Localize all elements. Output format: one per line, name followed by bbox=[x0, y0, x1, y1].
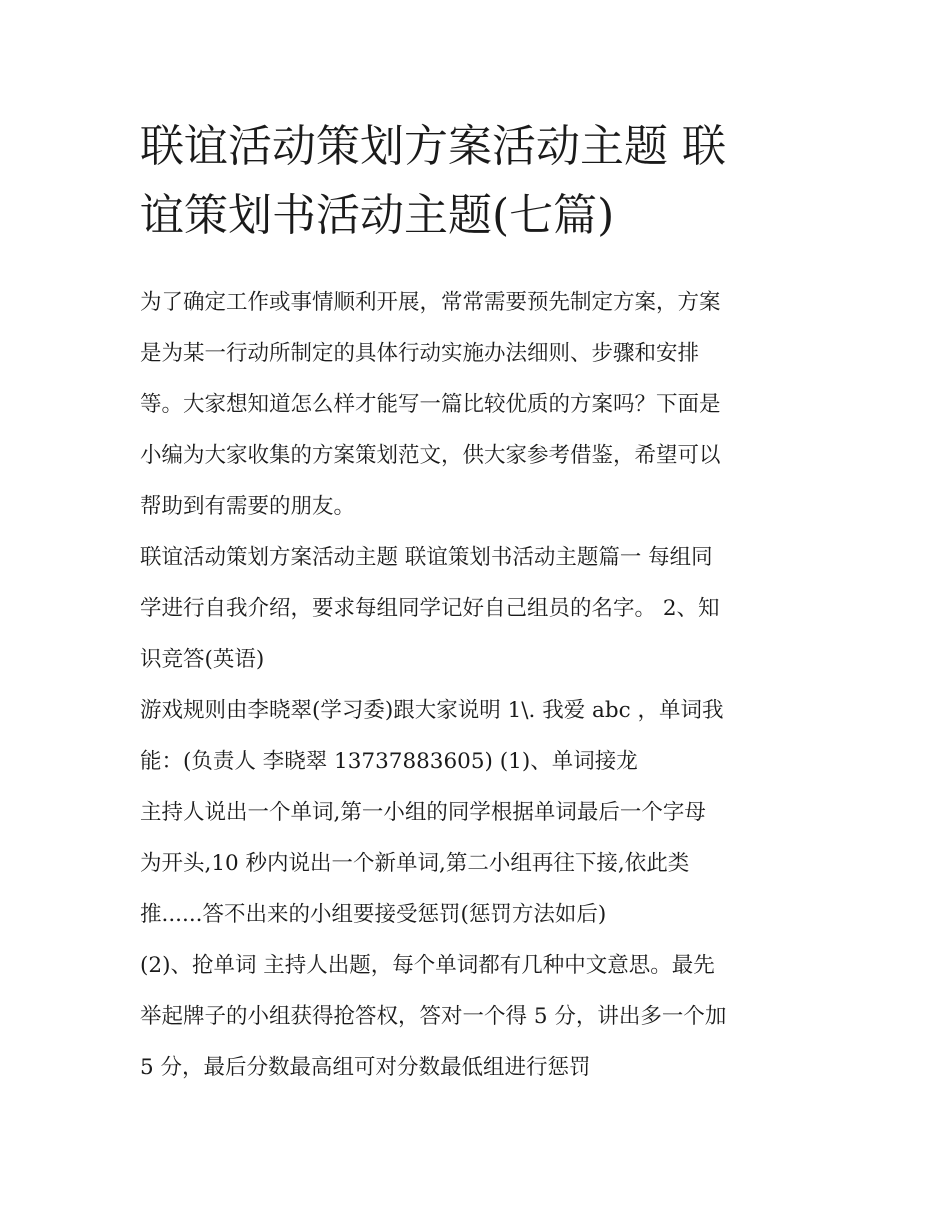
document-title bbox=[140, 112, 830, 250]
text-line: 游戏规则由李晓翠(学习委)跟大家说明 1\. 我爱 abc ，单词我 bbox=[140, 698, 724, 723]
title-line: 联谊活动策划方案活动主题 联 bbox=[140, 121, 726, 172]
text-line: 识竞答(英语) bbox=[140, 647, 265, 672]
title-line: 谊策划书活动主题(七篇) bbox=[140, 190, 615, 241]
text-line: 5 分，最后分数最高组可对分数最低组进行惩罚 bbox=[140, 1055, 591, 1080]
text-line: 为了确定工作或事情顺利开展，常常需要预先制定方案，方案 bbox=[140, 290, 721, 315]
text-line: 能：(负责人 李晓翠 13737883605) (1)、单词接龙 bbox=[140, 749, 638, 774]
text-line: 举起牌子的小组获得抢答权，答对一个得 5 分，讲出多一个加 bbox=[140, 1004, 727, 1029]
text-line: (2)、抢单词 主持人出题，每个单词都有几种中文意思。最先 bbox=[140, 953, 715, 978]
document-body bbox=[140, 277, 830, 1093]
text-line: 主持人说出一个单词,第一小组的同学根据单词最后一个字母 bbox=[140, 800, 706, 825]
text-line: 等。大家想知道怎么样才能写一篇比较优质的方案吗？下面是 bbox=[140, 392, 721, 417]
text-line: 为开头,10 秒内说出一个新单词,第二小组再往下接,依此类 bbox=[140, 851, 690, 876]
text-line: 帮助到有需要的朋友。 bbox=[140, 494, 356, 519]
text-line: 小编为大家收集的方案策划范文，供大家参考借鉴，希望可以 bbox=[140, 443, 721, 468]
text-line: 联谊活动策划方案活动主题 联谊策划书活动主题篇一 每组同 bbox=[140, 545, 713, 570]
text-line: 学进行自我介绍，要求每组同学记好自己组员的名字。 2、知 bbox=[140, 596, 720, 621]
text-line: 推......答不出来的小组要接受惩罚(惩罚方法如后) bbox=[140, 902, 607, 927]
text-line: 是为某一行动所制定的具体行动实施办法细则、步骤和安排 bbox=[140, 341, 700, 366]
